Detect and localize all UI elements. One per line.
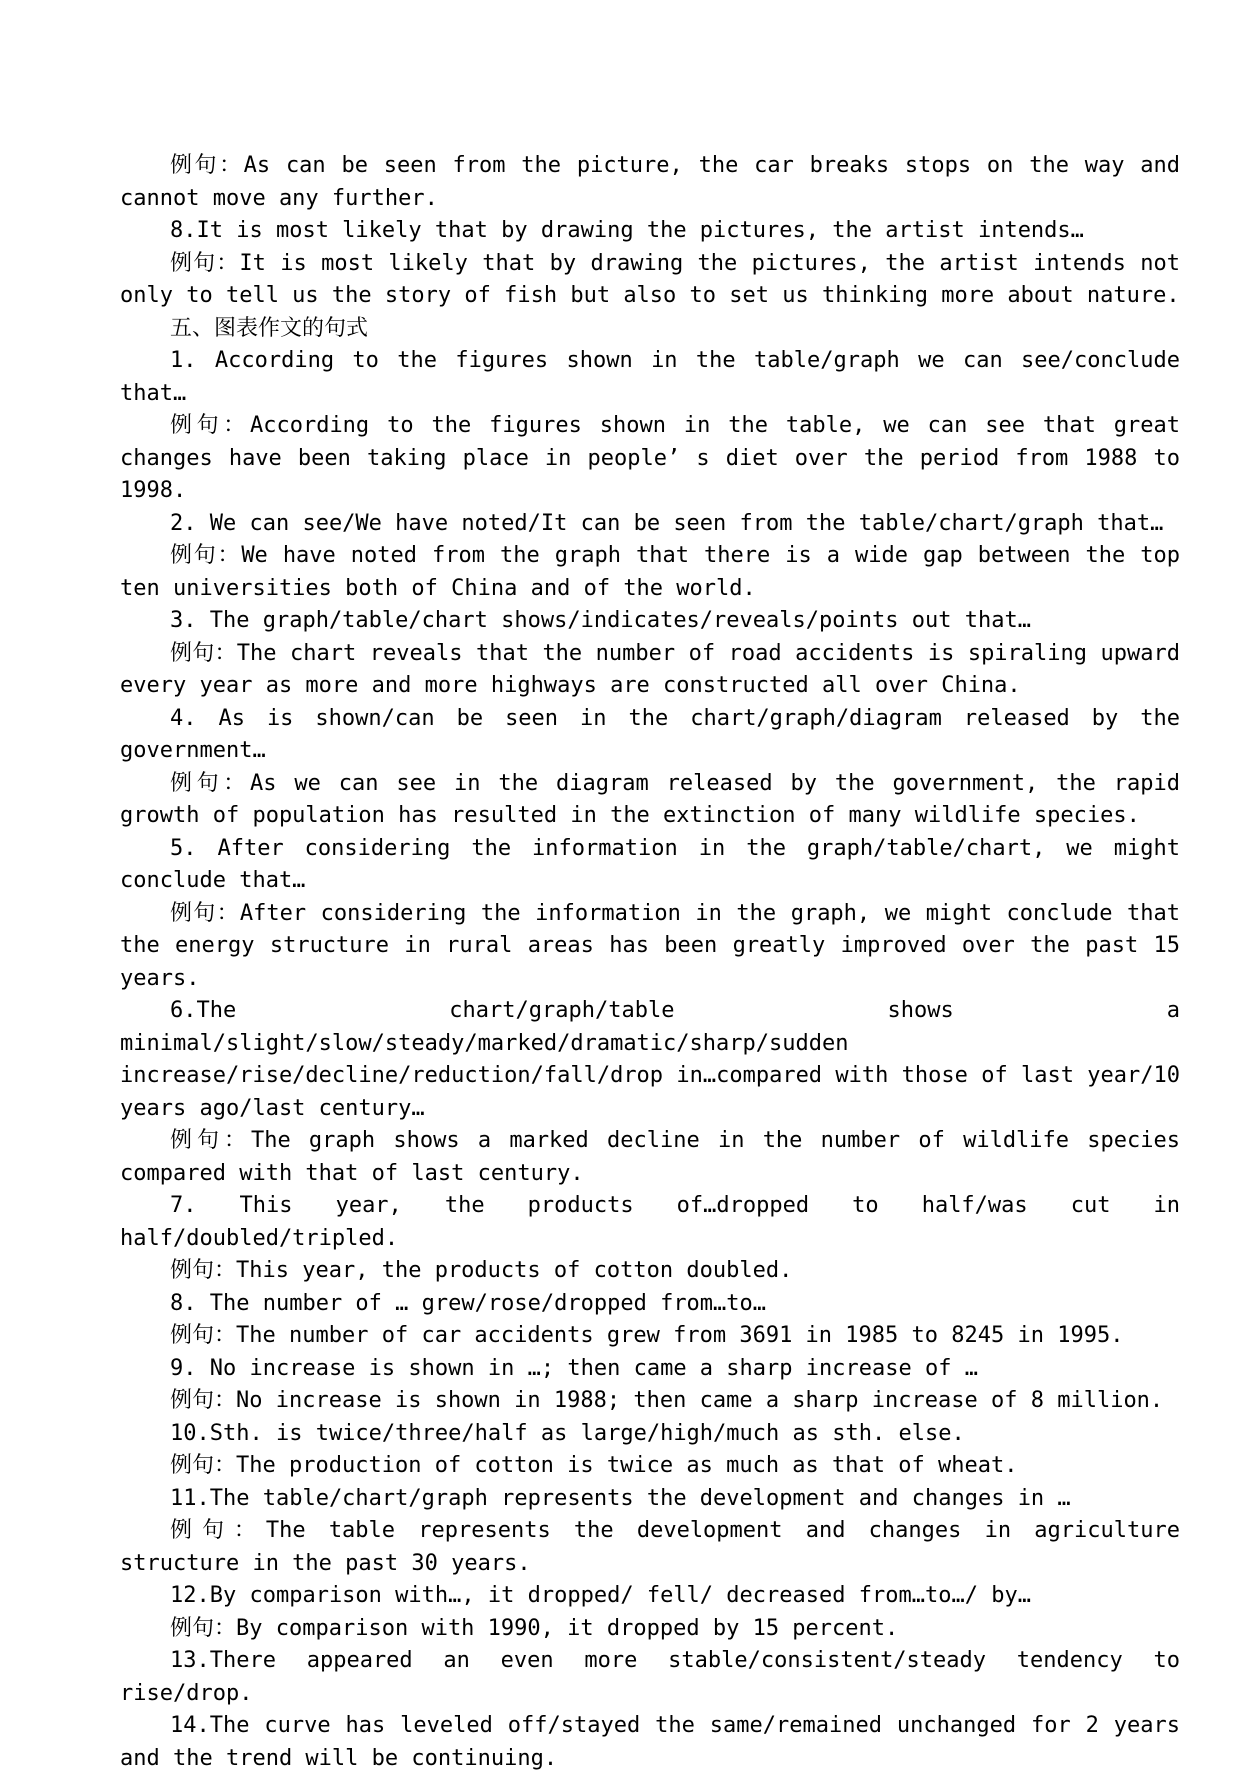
example-label: 例句： [170, 250, 240, 276]
example-label: 例句： [170, 1615, 237, 1641]
sentence-pattern: 13.There appeared an even more stable/consistent/steady tendency to rise/drop. [120, 1648, 1180, 1706]
sentence-pattern: 3. The graph/table/chart shows/indicates/reveals/points out that… [170, 608, 1031, 633]
example-label: 例句： [170, 770, 250, 796]
sentence-pattern: 5. After considering the information in the graph/table/chart, we might conclude that… [120, 835, 1180, 893]
sentence-pattern: 9. No increase is shown in …; then came a sharp increase of … [170, 1355, 978, 1381]
sentence-pattern: 11.The table/chart/graph represents the development and changes in … [170, 1485, 1071, 1511]
sentence-pattern: 8.It is most likely that by drawing the pictures, the artist intends… [170, 218, 1084, 243]
example-label: 例句： [170, 640, 237, 666]
sentence-pattern: 4. As is shown/can be seen in the chart/graph/diagram released by the government… [120, 705, 1180, 763]
example-sentence: 例句：By comparison with 1990, it dropped by 15 percent. [170, 1615, 899, 1641]
sentence-pattern: 14.The curve has leveled off/stayed the same/remained unchanged for 2 years and the trend will be continuing. [120, 1713, 1180, 1771]
example-sentence: 例句：After considering the information in the graph, we might conclude that the energy structure in rural areas has been greatly improved over the past 15 years. [120, 900, 1180, 991]
sentence-pattern: 1. According to the figures shown in the table/graph we can see/conclude that… [120, 348, 1180, 406]
example-sentence: 例句：The number of car accidents grew from 3691 in 1985 to 8245 in 1995. [170, 1323, 1124, 1348]
example-sentence: 例句：This year, the products of cotton doubled. [170, 1258, 793, 1283]
sentence-pattern: 10.Sth. is twice/three/half as large/high/much as sth. else. [170, 1420, 965, 1446]
example-sentence: 例句：The production of cotton is twice as much as that of wheat. [170, 1453, 1018, 1478]
sentence-pattern: 7. This year, the products of…dropped to half/was cut in half/doubled/tripled. [120, 1193, 1180, 1251]
example-label: 例句： [170, 1128, 251, 1153]
example-label: 例句： [170, 413, 250, 438]
example-sentence: 例句：No increase is shown in 1988; then came a sharp increase of 8 million. [170, 1388, 1164, 1413]
example-label: 例句： [170, 1518, 266, 1543]
example-sentence: 例句：The graph shows a marked decline in the number of wildlife species compared with that of last century. [120, 1128, 1180, 1186]
sentence-pattern: 6.The chart/graph/table shows a minimal/slight/slow/steady/marked/dramatic/sharp/sudden increase/rise/decline/reduction/fall/drop in…compared with those of last year/10 years ago/last century… [120, 998, 1180, 1121]
example-label: 例句： [170, 543, 242, 568]
example-label: 例句： [170, 1323, 237, 1348]
example-sentence: 例句：The chart reveals that the number of road accidents is spiraling upward every year as more and more highways are constructed all over China. [120, 640, 1180, 698]
sentence-pattern: 12.By comparison with…, it dropped/ fell/ decreased from…to…/ by… [170, 1583, 1031, 1608]
example-sentence: 例句：As we can see in the diagram released by the government, the rapid growth of population has resulted in the extinction of many wildlife species. [120, 770, 1180, 828]
example-label: 例句： [170, 153, 244, 178]
example-label: 例句： [170, 1258, 237, 1283]
example-label: 例句： [170, 900, 240, 926]
example-sentence: 例句：We have noted from the graph that there is a wide gap between the top ten universities both of China and of the world. [120, 543, 1180, 601]
example-sentence: 例句：According to the figures shown in the table, we can see that great changes have been taking place in people’ s diet over the period from 1988 to 1998. [120, 413, 1180, 503]
example-label: 例句： [170, 1388, 237, 1413]
document-page [120, 150, 1180, 1775]
example-label: 例句： [170, 1453, 237, 1478]
example-sentence: 例句：The table represents the development and changes in agriculture structure in the past 30 years. [120, 1518, 1180, 1576]
example-sentence: 例句：It is most likely that by drawing the pictures, the artist intends not only to tell us the story of fish but also to set us thinking more about nature. [120, 250, 1180, 308]
sentence-pattern: 2. We can see/We have noted/It can be seen from the table/chart/graph that… [170, 510, 1164, 536]
section-heading: 五、图表作文的句式 [170, 315, 369, 341]
example-sentence: 例句：As can be seen from the picture, the car breaks stops on the way and cannot move any further. [120, 153, 1180, 211]
sentence-pattern: 8. The number of … grew/rose/dropped from…to… [170, 1290, 767, 1316]
